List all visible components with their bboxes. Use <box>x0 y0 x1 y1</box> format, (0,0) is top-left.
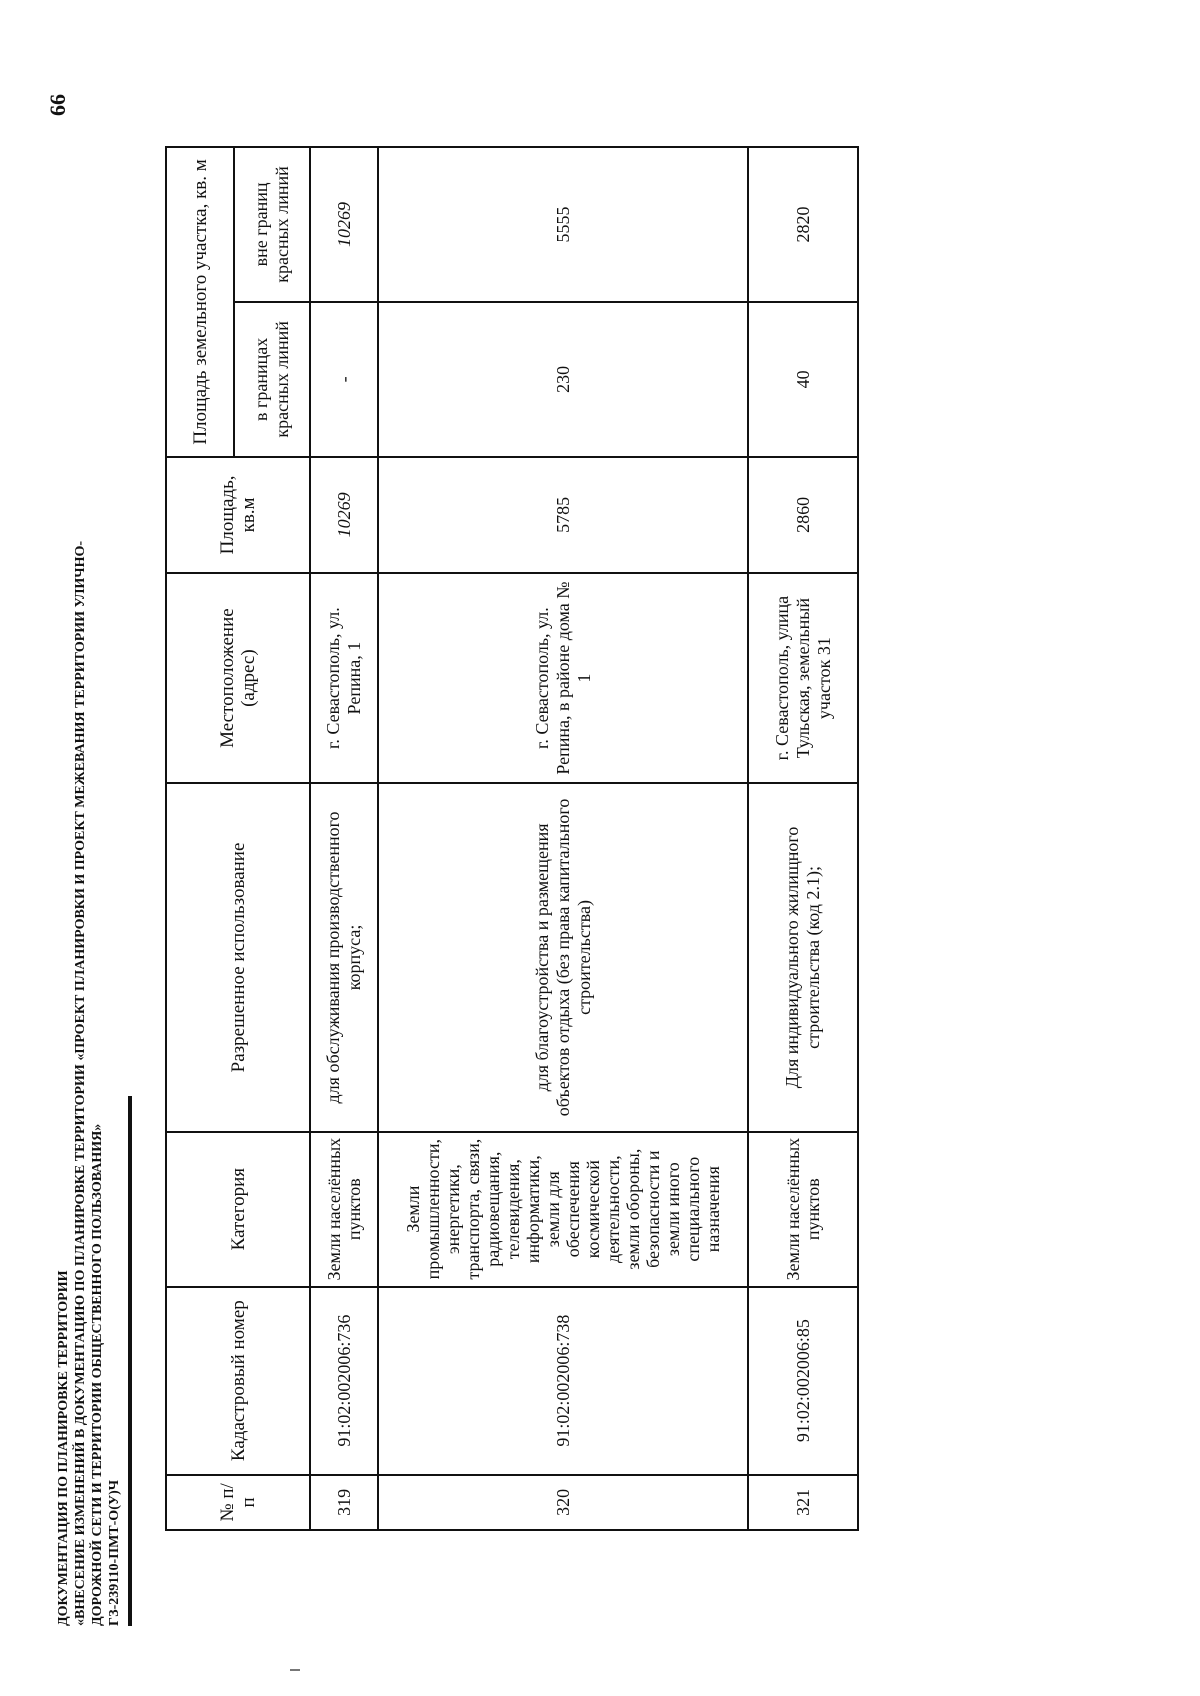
col-header-cadastral: Кадастровый номер <box>166 1287 310 1475</box>
cell-inside: 40 <box>748 302 858 457</box>
header-line-2: «ВНЕСЕНИЕ ИЗМЕНЕНИЙ В ДОКУМЕНТАЦИЮ ПО ПЛАНИРОВКЕ ТЕРРИТОРИИ «ПРОЕКТ ПЛАНИРОВКИ И ПРОЕКТ МЕЖЕВАНИЯ ТЕРРИТОРИИ УЛИЧНО- <box>73 540 88 1626</box>
cell-outside: 10269 <box>310 147 378 302</box>
scan-mark <box>290 1669 300 1671</box>
header-line-4: ГЗ-239110-ПМТ-О(У)Ч <box>107 1479 122 1626</box>
table-row <box>378 147 748 1530</box>
table-row <box>310 147 378 1530</box>
col-header-outside-red-lines: вне границ красных линий <box>234 147 310 302</box>
col-header-area: Площадь, кв.м <box>166 457 310 573</box>
cell-inside: 230 <box>378 302 748 457</box>
cell-outside: 2820 <box>748 147 858 302</box>
cell-usage: Для индивидуального жилищного строительства (код 2.1); <box>748 783 858 1132</box>
col-header-category: Категория <box>166 1132 310 1287</box>
cell-num: 321 <box>748 1475 858 1530</box>
rotated-page <box>0 96 1150 1696</box>
col-header-plot-area-group: Площадь земельного участка, кв. м <box>166 147 234 457</box>
cell-cadastral: 91:02:002006:85 <box>748 1287 858 1475</box>
cell-address: г. Севастополь, ул. Репина, 1 <box>310 573 378 783</box>
cell-cadastral: 91:02:002006:736 <box>310 1287 378 1475</box>
cell-area: 10269 <box>310 457 378 573</box>
header-line-3: ДОРОЖНОЙ СЕТИ И ТЕРРИТОРИИ ОБЩЕСТВЕННОГО ПОЛЬЗОВАНИЯ» <box>90 1123 105 1626</box>
cell-num: 320 <box>378 1475 748 1530</box>
cell-inside: - <box>310 302 378 457</box>
cell-address: г. Севастополь, ул. Репина, в районе дома № 1 <box>378 573 748 783</box>
cell-outside: 5555 <box>378 147 748 302</box>
header-underline <box>128 1096 132 1626</box>
cell-area: 2860 <box>748 457 858 573</box>
col-header-inside-red-lines: в границах красных линий <box>234 302 310 457</box>
col-header-address: Местоположение (адрес) <box>166 573 310 783</box>
cell-usage: для обслуживания производственного корпуса; <box>310 783 378 1132</box>
page-number: 66 <box>45 94 70 116</box>
table-row <box>748 147 858 1530</box>
cell-category: Земли промышленности, энергетики, транспорта, связи, радиовещания, телевидения, информатики, земли для обеспечения космической деятельности, земли обороны, безопасности и земли иного специального назначения <box>378 1132 748 1287</box>
header-line-1: ДОКУМЕНТАЦИЯ ПО ПЛАНИРОВКЕ ТЕРРИТОРИИ <box>56 1270 71 1626</box>
cell-num: 319 <box>310 1475 378 1530</box>
cell-category: Земли населённых пунктов <box>310 1132 378 1287</box>
cell-area: 5785 <box>378 457 748 573</box>
document-header <box>55 396 123 1626</box>
cell-usage: для благоустройства и размещения объектов отдыха (без права капитального строительства) <box>378 783 748 1132</box>
cell-cadastral: 91:02:002006:738 <box>378 1287 748 1475</box>
cell-address: г. Севастополь, улица Тульская, земельный участок 31 <box>748 573 858 783</box>
col-header-usage: Разрешенное использование <box>166 783 310 1132</box>
land-plots-table <box>165 146 859 1531</box>
cell-category: Земли населённых пунктов <box>748 1132 858 1287</box>
col-header-num: № п/п <box>166 1475 310 1530</box>
